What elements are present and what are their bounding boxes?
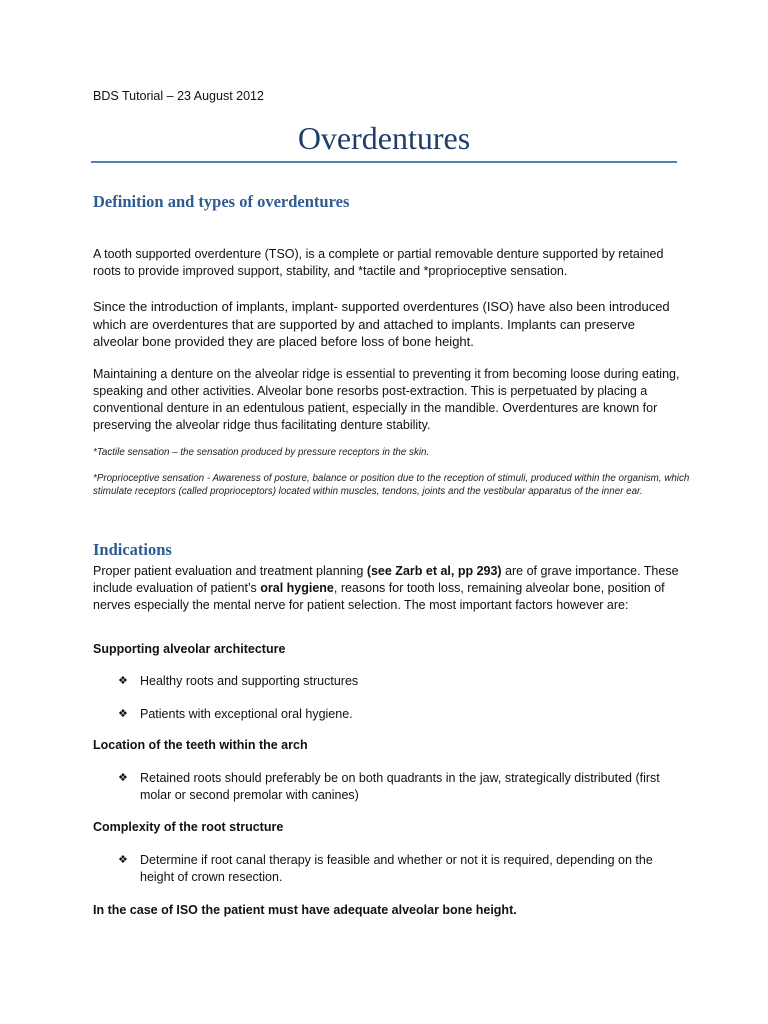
bullet-text: Patients with exceptional oral hygiene. (140, 707, 353, 721)
paragraph-indications-intro (93, 563, 683, 614)
title-rule (91, 161, 677, 163)
footnote-proprioceptive: *Proprioceptive sensation - Awareness of posture, balance or position due to the reception of stimuli, produced within the organism, which stimulate receptors (called proprioceptors) located within muscles, tendons, joints and the vestibular apparatus of the inner ear. (93, 473, 690, 498)
subheading-location-teeth: Location of the teeth within the arch (93, 738, 308, 752)
paragraph-iso: Since the introduction of implants, implant- supported overdentures (ISO) have also been introduced which are overdentures that are supported by and attached to implants. Implants can preserve alveolar bone provided they are placed before loss of bone height. (93, 299, 670, 349)
diamond-bullet-icon: ❖ (118, 708, 128, 720)
header-label: BDS Tutorial – 23 August 2012 (93, 89, 264, 103)
section-heading-definition: Definition and types of overdentures (93, 192, 350, 211)
diamond-bullet-icon: ❖ (118, 772, 128, 784)
diamond-bullet-icon: ❖ (118, 854, 128, 866)
paragraph-tso: A tooth supported overdenture (TSO), is a complete or partial removable denture supported by retained roots to provide improved support, stability, and *tactile and *proprioceptive sensation. (93, 247, 664, 278)
subheading-supporting-architecture: Supporting alveolar architecture (93, 642, 286, 656)
closing-statement-iso: In the case of ISO the patient must have adequate alveolar bone height. (93, 903, 517, 917)
diamond-bullet-icon: ❖ (118, 675, 128, 687)
subheading-root-complexity: Complexity of the root structure (93, 820, 284, 834)
bullet-text: Determine if root canal therapy is feasible and whether or not it is required, depending on the height of crown resection. (140, 853, 653, 884)
bullet-text: Retained roots should preferably be on both quadrants in the jaw, strategically distributed (first molar or second premolar with canines) (140, 771, 660, 802)
bullet-text: Healthy roots and supporting structures (140, 674, 359, 688)
intro-text-e: , reasons for tooth loss, remaining alveolar bone, position of nerves especially the mental nerve for patient selection. The most important factors however are: (93, 581, 665, 612)
intro-text-a: Proper patient evaluation and treatment planning (93, 564, 367, 578)
footnote-tactile: *Tactile sensation – the sensation produced by pressure receptors in the skin. (93, 447, 430, 458)
paragraph-alveolar-ridge: Maintaining a denture on the alveolar ridge is essential to preventing it from becoming loose during eating, speaking and other activities. Alveolar bone resorbs post-extraction. This is perpetuated by placing a conventional denture in an edentulous patient, especially in the mandible. Overdentures are known for preserving the alveolar ridge thus facilitating denture stability. (93, 367, 680, 432)
section-heading-indications: Indications (93, 540, 172, 559)
intro-oral-hygiene: oral hygiene (260, 581, 334, 595)
intro-text-c: are of grave importance. These include evaluation of patient’s (93, 564, 679, 595)
page-title: Overdentures (297, 120, 471, 156)
intro-reference: (see Zarb et al, pp 293) (366, 564, 502, 578)
